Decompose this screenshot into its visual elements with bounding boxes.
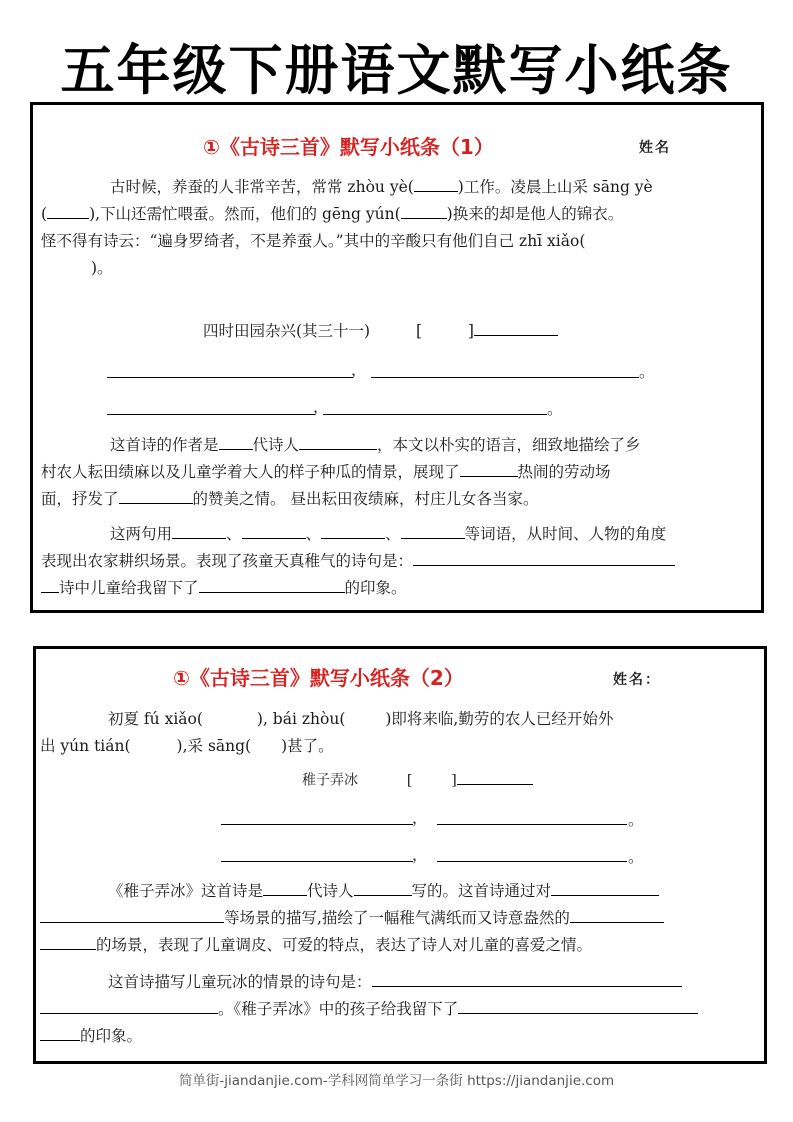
- analysis-line-2: 等场景的描写,描绘了一幅稚气满纸而又诗意盎然的: [40, 905, 664, 932]
- pinyin-answer-blank[interactable]: [41, 257, 91, 273]
- dictation-card-2: [33, 646, 767, 1064]
- answer-blank[interactable]: [242, 522, 306, 539]
- poem-line-blank[interactable]: [107, 377, 353, 378]
- analysis-line-2: 村农人耘田绩麻以及儿童学着大人的样子种瓜的情景，展现了 热闹的劳动场: [41, 459, 611, 486]
- intro-line-1: 古时候，养蚕的人非常辛苦，常常 zhòu yè( )工作。凌晨上山采 sāng yè: [110, 174, 653, 201]
- pinyin-answer-blank[interactable]: [414, 175, 458, 192]
- dynasty-answer-blank[interactable]: [263, 879, 307, 896]
- pinyin-answer-blank[interactable]: [47, 202, 89, 219]
- poem-comma: ，: [412, 846, 428, 864]
- poem-title: 稚子弄冰: [302, 772, 358, 789]
- poem-line-blank[interactable]: [323, 414, 547, 415]
- intro-line-2: ( ),下山还需忙喂蚕。然而，他们的 gēng yún( )换来的却是他人的锦衣。: [41, 201, 623, 228]
- analysis-line-5: 。《稚子弄冰》中的孩子给我留下了: [40, 996, 698, 1023]
- poem-answer-blank[interactable]: [40, 997, 218, 1014]
- author-blank[interactable]: [457, 769, 533, 785]
- answer-blank[interactable]: [570, 906, 664, 923]
- impression-answer-blank[interactable]: [199, 576, 345, 593]
- analysis-line-3: 面，抒发了 的赞美之情。 昼出耘田夜绩麻，村庄儿女各当家。: [41, 486, 538, 513]
- poem-title-line: [203, 318, 558, 345]
- answer-blank[interactable]: [551, 879, 659, 896]
- analysis-line-1: 这首诗的作者是 代诗人 ，本文以朴实的语言，细致地描绘了乡: [110, 432, 641, 459]
- poem-comma: ，: [313, 398, 329, 416]
- analysis-line-6: 诗中儿童给我留下了 的印象。: [41, 575, 407, 602]
- poem-comma: ，: [351, 361, 367, 379]
- intro-line-4: )。: [41, 255, 113, 282]
- analysis-line-6: 的印象。: [40, 1023, 142, 1050]
- name-label: 姓名：: [613, 672, 661, 688]
- poem-comma: ，: [412, 809, 428, 827]
- answer-blank[interactable]: [40, 906, 224, 923]
- answer-blank[interactable]: [40, 933, 96, 950]
- pinyin-answer-blank[interactable]: [401, 202, 447, 219]
- poem-period: 。: [639, 363, 655, 381]
- poem-answer-blank[interactable]: [372, 970, 682, 987]
- poem-line-blank[interactable]: [371, 377, 639, 378]
- analysis-line-1: 《稚子弄冰》这首诗是 代诗人 写的。这首诗通过对: [108, 878, 659, 905]
- intro-line-2: 出 yún tián( ),采 sāng( )甚了。: [40, 737, 334, 755]
- answer-blank[interactable]: [401, 522, 465, 539]
- dynasty-bracket-open: [: [415, 322, 423, 340]
- poem-period: 。: [547, 400, 563, 418]
- poem-title: 四时田园杂兴(其三十一): [203, 322, 371, 340]
- poem-period: 。: [628, 811, 644, 829]
- dictation-card-1: [30, 102, 764, 613]
- intro-line-3: 怪不得有诗云：“遍身罗绮者，不是养蚕人。”其中的辛酸只有他们自己 zhī xiǎo(: [41, 232, 586, 250]
- card-title: ①《古诗三首》默写小纸条（2）: [173, 666, 464, 690]
- answer-blank[interactable]: [321, 522, 385, 539]
- dynasty-bracket-close: ]: [451, 772, 457, 789]
- impression-answer-blank[interactable]: [40, 1024, 80, 1041]
- author-answer-blank[interactable]: [354, 879, 412, 896]
- answer-blank[interactable]: [460, 460, 518, 477]
- poem-answer-blank[interactable]: [413, 549, 675, 566]
- answer-blank[interactable]: [119, 487, 193, 504]
- author-answer-blank[interactable]: [299, 433, 377, 450]
- analysis-line-3: 的场景，表现了儿童调皮、可爱的特点，表达了诗人对儿童的喜爱之情。: [40, 932, 592, 959]
- intro-line-1: 初夏 fú xiǎo( ), bái zhòu( )即将来临,勤劳的农人已经开始外: [108, 710, 614, 728]
- poem-answer-blank[interactable]: [41, 576, 59, 593]
- impression-answer-blank[interactable]: [458, 997, 698, 1014]
- poem-line-blank[interactable]: [107, 414, 315, 415]
- analysis-line-5: 表现出农家耕织场景。表现了孩童天真稚气的诗句是：: [41, 548, 675, 575]
- poem-line-blank[interactable]: [437, 824, 627, 825]
- dynasty-bracket-open: [: [406, 772, 413, 789]
- poem-title-line: [302, 769, 533, 790]
- author-blank[interactable]: [474, 319, 558, 336]
- poem-period: 。: [628, 848, 644, 866]
- card-title: ①《古诗三首》默写小纸条（1）: [203, 135, 494, 159]
- poem-line-blank[interactable]: [221, 824, 413, 825]
- dynasty-answer-blank[interactable]: [219, 433, 253, 450]
- analysis-line-4: 这首诗描写儿童玩冰的情景的诗句是：: [108, 969, 682, 996]
- page-title: 五年级下册语文默写小纸条: [60, 39, 733, 102]
- poem-line-blank[interactable]: [437, 861, 627, 862]
- analysis-line-4: 这两句用 、 、 、 等词语，从时间、人物的角度: [110, 521, 666, 548]
- answer-blank[interactable]: [172, 522, 226, 539]
- dynasty-bracket-close: ]: [467, 322, 474, 340]
- name-label: 姓名: [639, 140, 671, 156]
- footer-watermark: 简单街-jiandanjie.com-学科网简单学习一条街 https://jiandanjie.com: [178, 1073, 615, 1089]
- poem-line-blank[interactable]: [221, 861, 413, 862]
